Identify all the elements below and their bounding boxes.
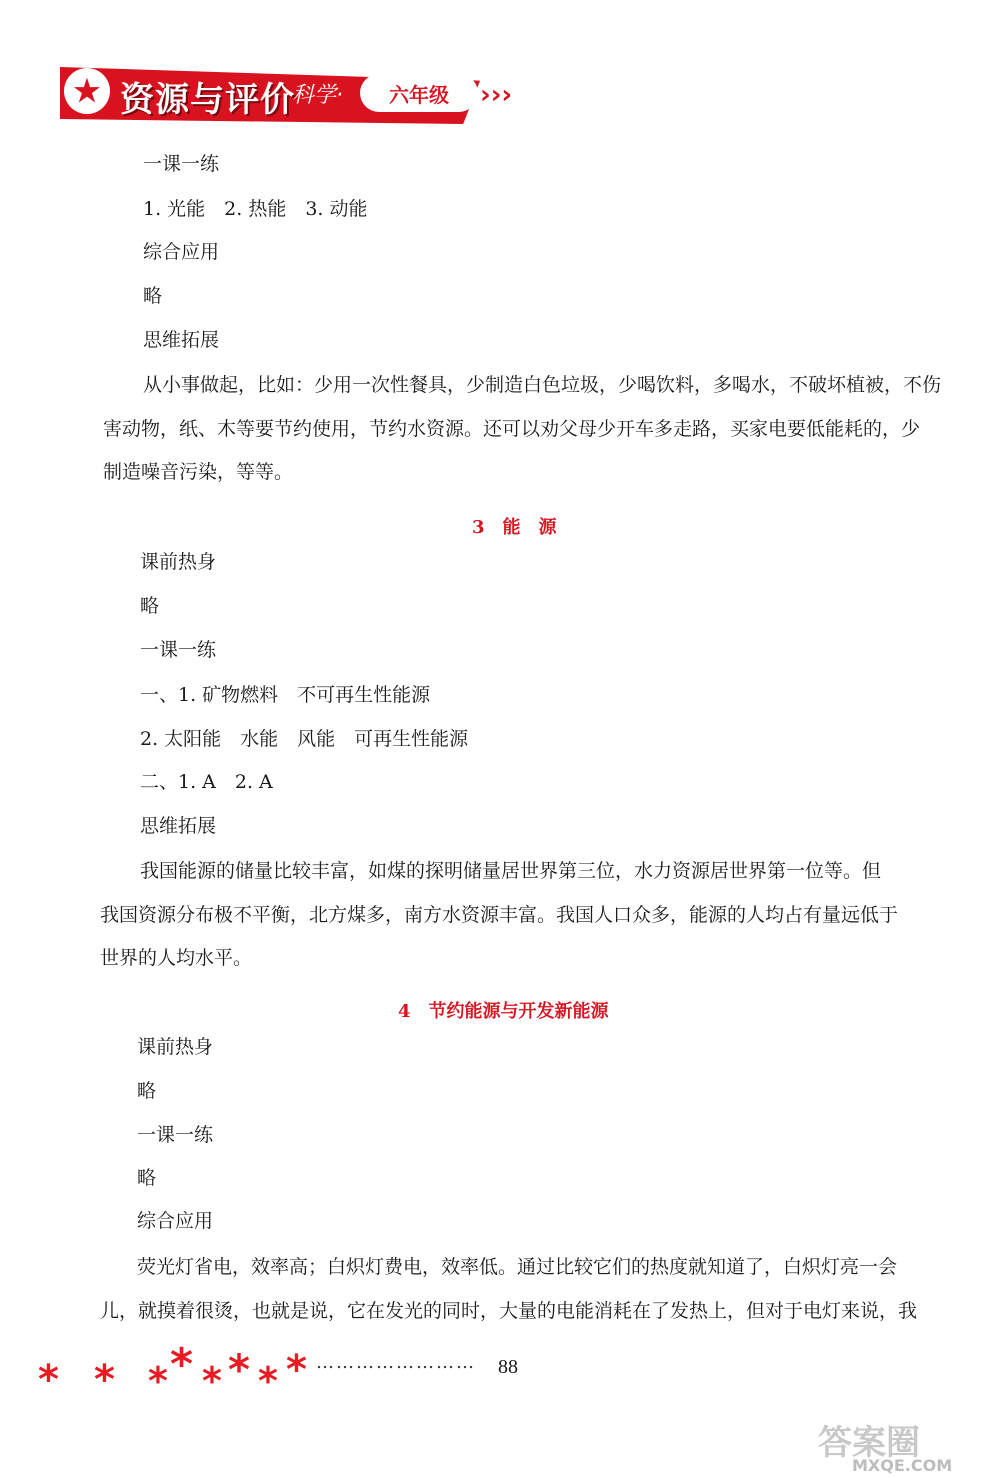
paragraph-line: 从小事做起，比如：少用一次性餐具，少制造白色垃圾，少喝饮料，多喝水，不破坏植被，不伤 (143, 374, 942, 396)
header-banner (60, 62, 530, 130)
banner-subject: 科学· (292, 83, 343, 108)
label-yike-yilian: 一课一练 (137, 1124, 214, 1146)
star-icon: * (38, 1357, 59, 1403)
label-zonghe-yingyong: 综合应用 (143, 241, 220, 263)
paragraph-line: 害动物，纸、木等要节约使用，节约水资源。还可以劝父母少开车多走路，买家电要低能耗的，少 (103, 418, 921, 440)
page-number: 88 (498, 1356, 518, 1378)
answer-line: 略 (140, 595, 160, 617)
watermark-url: MXQE.COM (852, 1456, 953, 1475)
star-icon: * (202, 1359, 222, 1403)
banner-title: 资源与评价 (120, 80, 295, 120)
paragraph-line: 我国能源的储量比较丰富，如煤的探明储量居世界第三位，水力资源居世界第一位等。但 (140, 860, 882, 882)
section-heading: 4 节约能源与开发新能源 (398, 1001, 609, 1022)
arrows-icon: ››› (480, 80, 513, 110)
star-icon: * (148, 1359, 168, 1403)
answer-line: 一、1. 矿物燃料 不可再生性能源 (140, 684, 431, 706)
watermark-logo: 答案圈 (818, 1423, 920, 1463)
label-keqian-reshen: 课前热身 (140, 551, 217, 573)
answer-line: 略 (137, 1167, 157, 1189)
star-icon: * (94, 1357, 115, 1403)
label-yike-yilian: 一课一练 (140, 639, 217, 661)
footer-stars (30, 1339, 330, 1405)
label-zonghe-yingyong: 综合应用 (137, 1210, 214, 1232)
star-icon: * (286, 1347, 307, 1393)
answer-line: 略 (137, 1080, 157, 1102)
paragraph-line: 我国资源分布极不平衡，北方煤多，南方水资源丰富。我国人口众多，能源的人均占有量远低于 (100, 904, 899, 926)
answer-line: 2. 太阳能 水能 风能 可再生性能源 (140, 728, 469, 750)
star-icon: * (258, 1359, 278, 1403)
paragraph-line: 儿，就摸着很烫，也就是说，它在发光的同时，大量的电能消耗在了发热上，但对于电灯来说，我 (100, 1300, 918, 1322)
label-yike-yilian: 一课一练 (143, 153, 220, 175)
paragraph-line: 世界的人均水平。 (100, 947, 253, 969)
section-heading: 3 能 源 (472, 517, 557, 538)
paragraph-line: 荧光灯省电，效率高；白炽灯费电，效率低。通过比较它们的热度就知道了，白炽灯亮一会 (137, 1256, 898, 1278)
label-siwei-tuozhan: 思维拓展 (143, 329, 220, 351)
star-icon: * (228, 1345, 250, 1394)
answer-line: 二、1. A 2. A (140, 771, 273, 793)
answer-line: 1. 光能 2. 热能 3. 动能 (143, 198, 368, 220)
grade-badge: 六年级 (360, 74, 478, 112)
label-siwei-tuozhan: 思维拓展 (140, 815, 217, 837)
answer-line: 略 (143, 285, 163, 307)
maple-leaf-icon: ★ (64, 68, 110, 114)
label-keqian-reshen: 课前热身 (137, 1036, 214, 1058)
paragraph-line: 制造噪音污染，等等。 (103, 461, 294, 483)
footer-dots: …………………… (316, 1352, 476, 1373)
star-icon: * (170, 1339, 194, 1390)
